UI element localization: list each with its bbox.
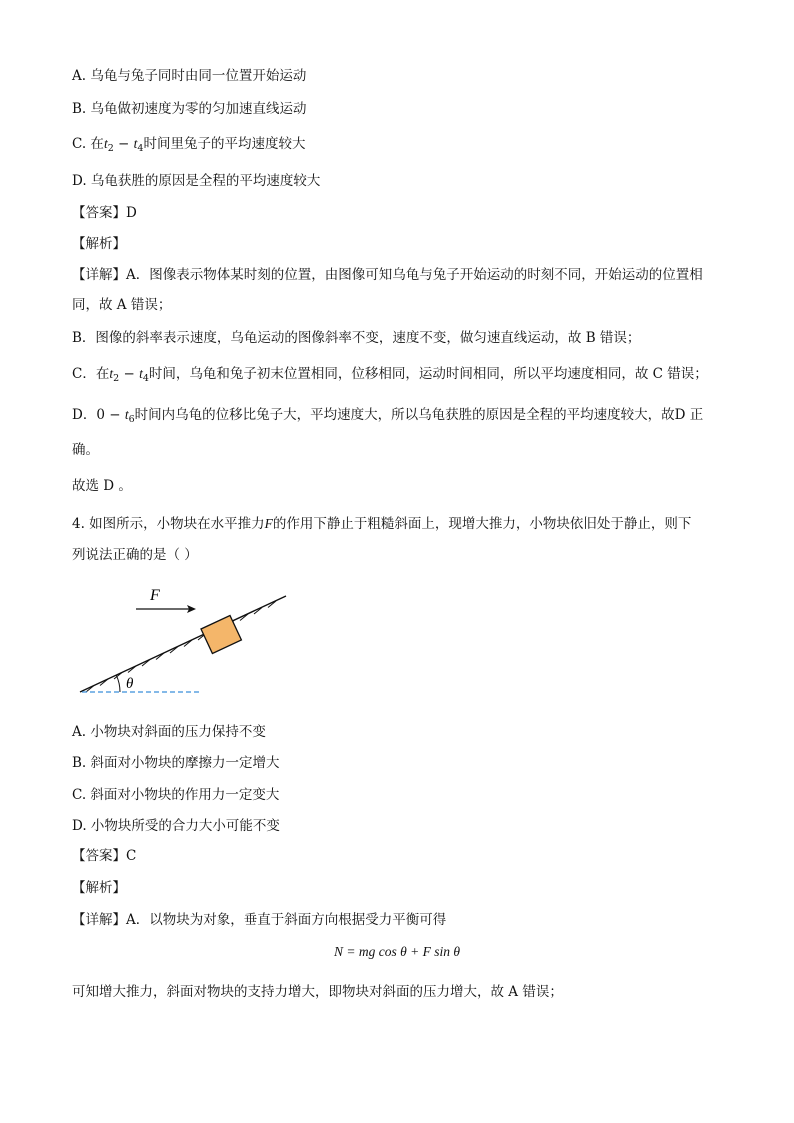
q4-option-c: C. 斜面对小物块的作用力一定变大 [72,787,280,803]
q3-option-a: A. 乌龟与兔子同时由同一位置开始运动 [72,68,307,84]
q3-detail-d-line2: 确。 [72,442,99,458]
q3-detail-c: C．在$t_2 - t_4$时间，乌龟和兔子初末位置相同，位移相同，运动时间相同，所以平均速度相同，故 C 错误； [72,366,708,384]
q3-answer: 【答案】D [72,205,137,221]
q3-detail-a-line2: 同，故 A 错误； [72,297,172,313]
q3-analysis-heading: 【解析】 [72,236,126,252]
q3-detail-a-line1: 【详解】A．图像表示物体某时刻的位置，由图像可知乌龟与兔子开始运动的时刻不同，开始运动的位置相 [72,267,703,283]
q4-option-a: A. 小物块对斜面的压力保持不变 [72,724,266,740]
q4-option-b: B. 斜面对小物块的摩擦力一定增大 [72,755,280,771]
q4-stem-line2: 列说法正确的是（ ） [72,547,198,563]
angle-label: θ [126,676,134,692]
block [201,615,241,653]
incline-figure [72,582,292,697]
q3-option-c: C. 在$t_2 - t_4$时间里兔子的平均速度较大 [72,136,306,154]
incline-hatching [86,601,276,692]
q4-answer: 【答案】C [72,848,137,864]
angle-arc [116,675,120,692]
q3-option-b: B. 乌龟做初速度为零的匀加速直线运动 [72,101,307,117]
q4-option-d: D. 小物块所受的合力大小可能不变 [72,818,280,834]
q3-detail-b: B．图像的斜率表示速度，乌龟运动的图像斜率不变，速度不变，做匀速直线运动，故 B 错误； [72,330,641,346]
q4-stem-line1: 4. 如图所示，小物块在水平推力F的作用下静止于粗糙斜面上，现增大推力，小物块依旧处于静止，则下 [72,516,692,532]
force-label: F [150,587,160,604]
q4-detail-a: 【详解】A．以物块为对象，垂直于斜面方向根据受力平衡可得 [72,912,447,928]
q3-choose: 故选 D 。 [72,478,132,494]
q4-detail-a-line2: 可知增大推力，斜面对物块的支持力增大，即物块对斜面的压力增大，故 A 错误； [72,984,563,1000]
q4-formula: N = mg cos θ + F sin θ [334,944,460,959]
q3-detail-d-line1: D．$0 - t_6$时间内乌龟的位移比兔子大，平均速度大，所以乌龟获胜的原因是全程的平均速度较大，故D 正 [72,407,704,425]
q3-option-d: D. 乌龟获胜的原因是全程的平均速度较大 [72,173,321,189]
q4-analysis-heading: 【解析】 [72,880,126,896]
incline-surface [80,596,286,692]
